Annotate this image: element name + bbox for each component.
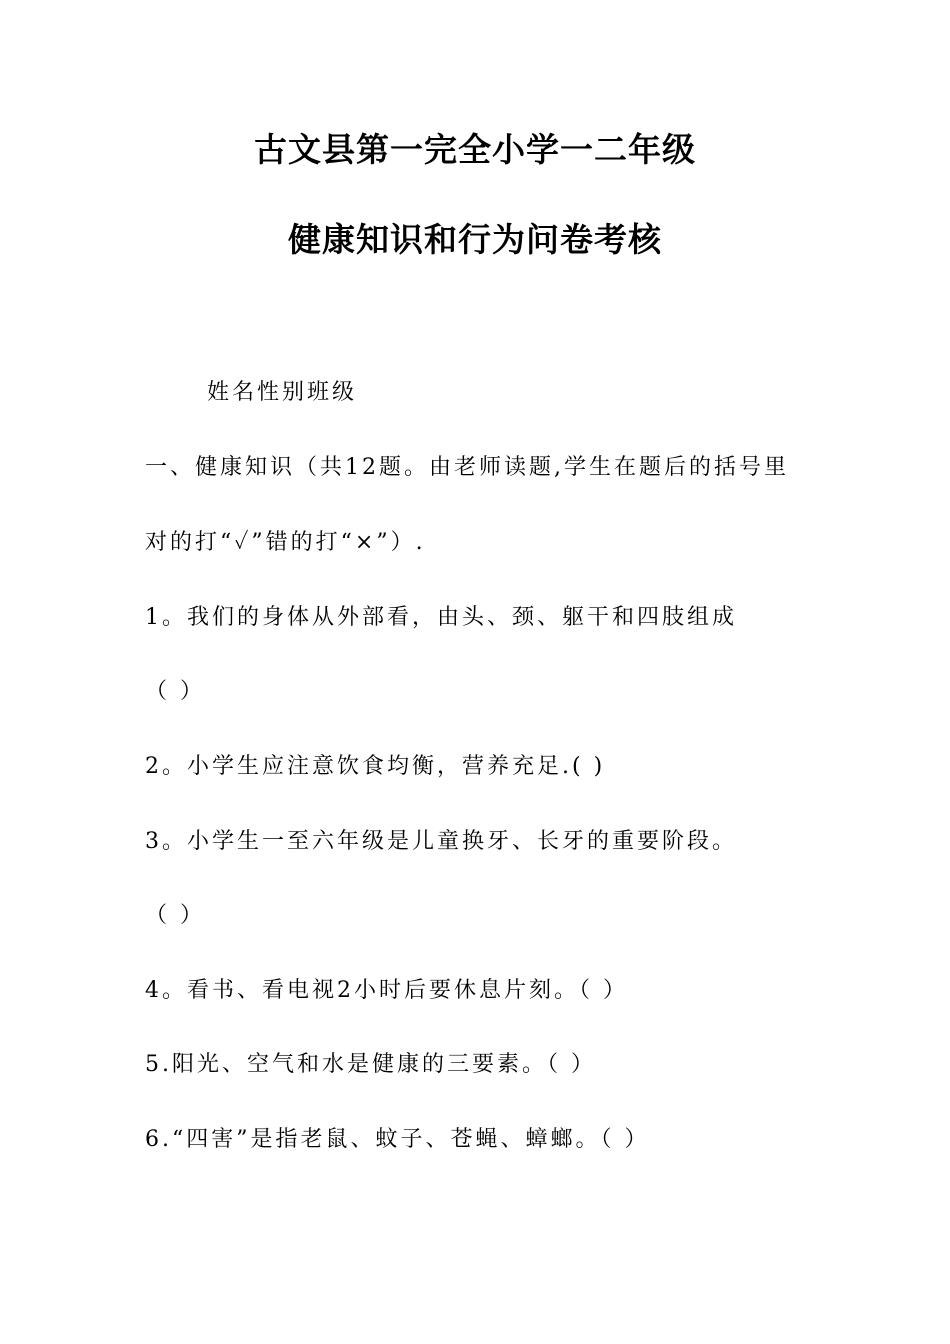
student-info-line: 姓名性别班级	[207, 380, 358, 405]
question-3: 3。小学生一至六年级是儿童换牙、长牙的重要阶段。	[145, 829, 737, 854]
question-2: 2。小学生应注意饮食均衡，营养充足.( )	[145, 754, 606, 779]
question-4: 4。看书、看电视2小时后要休息片刻。（ ）	[145, 978, 628, 1003]
section-heading-line-1: 一、健康知识（共12题。由老师读题,学生在题后的括号里	[145, 455, 789, 480]
question-5: 5.阳光、空气和水是健康的三要素。（ ）	[145, 1052, 596, 1077]
title-line-1: 古文县第一完全小学一二年级	[254, 130, 696, 169]
question-3-answer-bracket: （ ）	[145, 903, 205, 928]
title-line-2: 健康知识和行为问卷考核	[288, 220, 662, 259]
question-1-answer-bracket: （ ）	[145, 679, 205, 704]
question-6: 6.“四害”是指老鼠、蚊子、苍蝇、蟑螂。（ ）	[145, 1127, 650, 1152]
section-heading-line-2: 对的打“✓”错的打“×”）.	[145, 530, 426, 555]
question-1: 1。我们的身体从外部看，由头、颈、躯干和四肢组成	[145, 605, 737, 630]
